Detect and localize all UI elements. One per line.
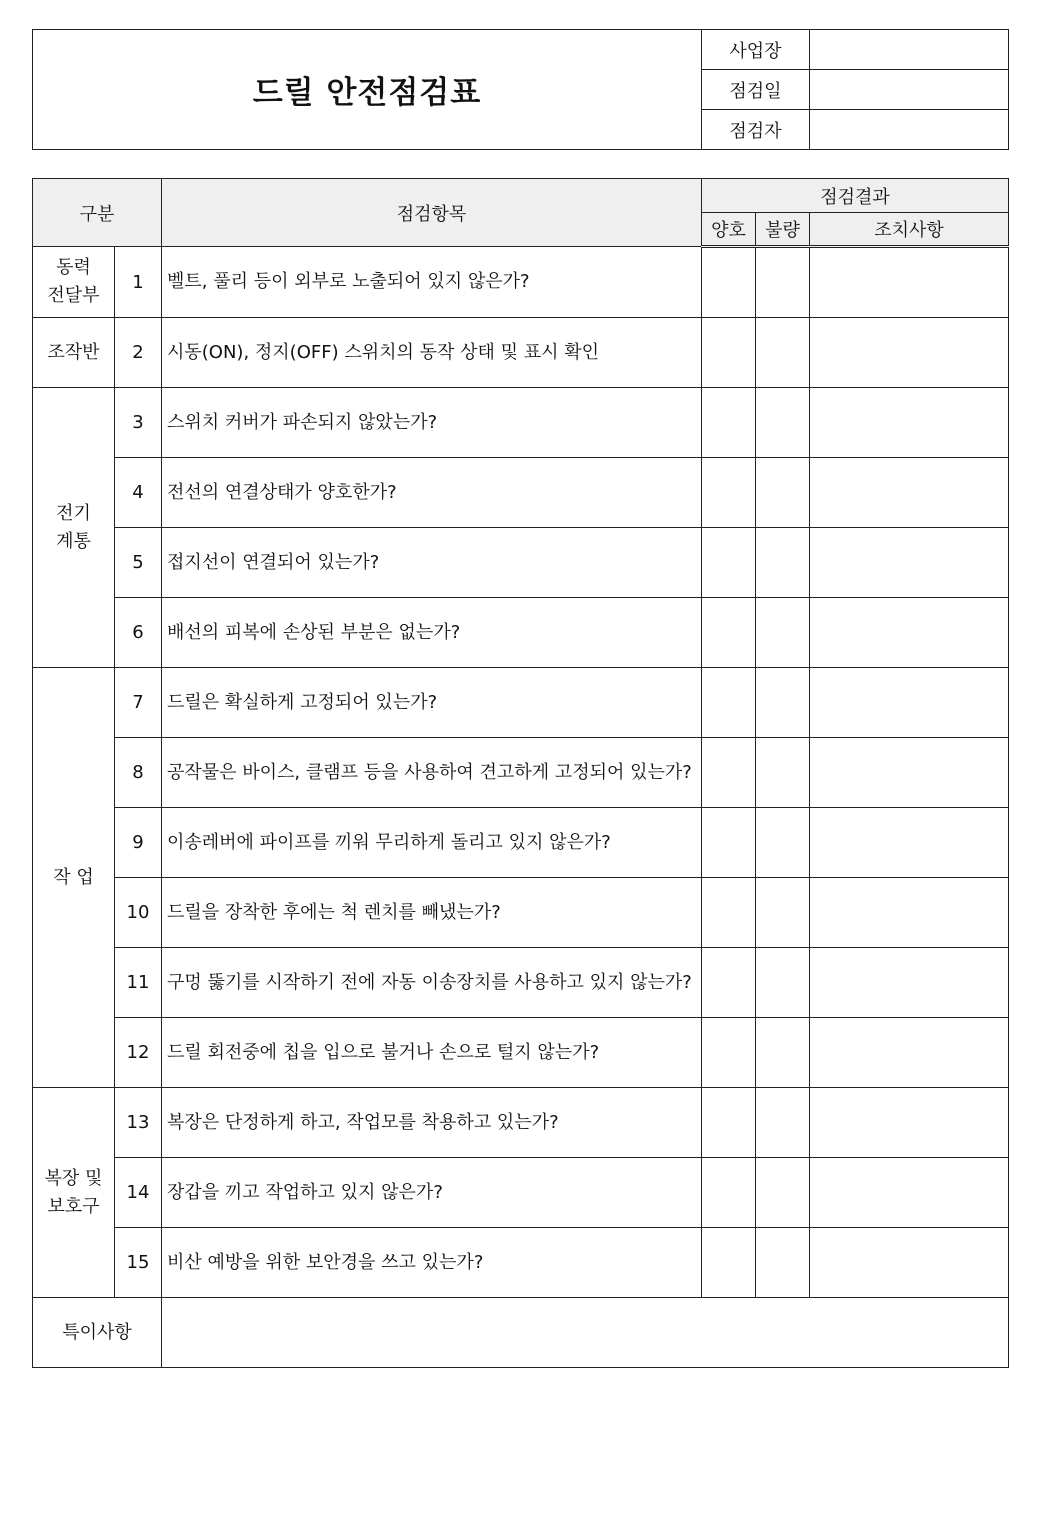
action-cell[interactable] bbox=[810, 878, 1009, 948]
table-row bbox=[33, 668, 1009, 738]
good-check-cell[interactable] bbox=[702, 318, 756, 388]
item-number: 5 bbox=[115, 528, 162, 598]
item-text: 비산 예방을 위한 보안경을 쓰고 있는가? bbox=[162, 1228, 702, 1298]
field-workplace[interactable] bbox=[810, 30, 1009, 70]
table-row bbox=[33, 948, 1009, 1018]
table-row bbox=[33, 1088, 1009, 1158]
good-check-cell[interactable] bbox=[702, 738, 756, 808]
item-text: 이송레버에 파이프를 끼워 무리하게 돌리고 있지 않은가? bbox=[162, 808, 702, 878]
good-check-cell[interactable] bbox=[702, 1228, 756, 1298]
table-row bbox=[33, 528, 1009, 598]
good-check-cell[interactable] bbox=[702, 1158, 756, 1228]
col-category-header: 구분 bbox=[33, 179, 162, 247]
action-cell[interactable] bbox=[810, 668, 1009, 738]
bad-check-cell[interactable] bbox=[756, 808, 810, 878]
good-check-cell[interactable] bbox=[702, 247, 756, 318]
bad-check-cell[interactable] bbox=[756, 1018, 810, 1088]
table-row bbox=[33, 878, 1009, 948]
item-number: 8 bbox=[115, 738, 162, 808]
table-row bbox=[33, 388, 1009, 458]
category-control: 조작반 bbox=[33, 318, 115, 388]
label-inspection-date: 점검일 bbox=[702, 70, 810, 110]
item-text: 전선의 연결상태가 양호한가? bbox=[162, 458, 702, 528]
page-title: 드릴 안전점검표 bbox=[33, 30, 702, 150]
bad-check-cell[interactable] bbox=[756, 458, 810, 528]
good-check-cell[interactable] bbox=[702, 1018, 756, 1088]
table-row bbox=[33, 458, 1009, 528]
item-text: 벨트, 풀리 등이 외부로 노출되어 있지 않은가? bbox=[162, 247, 702, 318]
item-text: 시동(ON), 정지(OFF) 스위치의 동작 상태 및 표시 확인 bbox=[162, 318, 702, 388]
category-work: 작 업 bbox=[33, 668, 115, 1088]
action-cell[interactable] bbox=[810, 1158, 1009, 1228]
field-inspection-date[interactable] bbox=[810, 70, 1009, 110]
item-number: 2 bbox=[115, 318, 162, 388]
bad-check-cell[interactable] bbox=[756, 598, 810, 668]
item-number: 1 bbox=[115, 247, 162, 318]
item-text: 공작물은 바이스, 클램프 등을 사용하여 견고하게 고정되어 있는가? bbox=[162, 738, 702, 808]
action-cell[interactable] bbox=[810, 458, 1009, 528]
item-number: 13 bbox=[115, 1088, 162, 1158]
bad-check-cell[interactable] bbox=[756, 388, 810, 458]
good-check-cell[interactable] bbox=[702, 388, 756, 458]
item-number: 11 bbox=[115, 948, 162, 1018]
header-table bbox=[32, 29, 1009, 150]
good-check-cell[interactable] bbox=[702, 598, 756, 668]
table-row bbox=[33, 247, 1009, 318]
item-number: 4 bbox=[115, 458, 162, 528]
item-text: 구멍 뚫기를 시작하기 전에 자동 이송장치를 사용하고 있지 않는가? bbox=[162, 948, 702, 1018]
action-cell[interactable] bbox=[810, 1018, 1009, 1088]
col-action-header: 조치사항 bbox=[810, 213, 1009, 247]
bad-check-cell[interactable] bbox=[756, 1088, 810, 1158]
item-text: 드릴 회전중에 칩을 입으로 불거나 손으로 털지 않는가? bbox=[162, 1018, 702, 1088]
table-row bbox=[33, 808, 1009, 878]
bad-check-cell[interactable] bbox=[756, 528, 810, 598]
action-cell[interactable] bbox=[810, 247, 1009, 318]
bad-check-cell[interactable] bbox=[756, 1158, 810, 1228]
good-check-cell[interactable] bbox=[702, 668, 756, 738]
action-cell[interactable] bbox=[810, 528, 1009, 598]
item-text: 접지선이 연결되어 있는가? bbox=[162, 528, 702, 598]
checklist-table bbox=[32, 178, 1009, 1368]
action-cell[interactable] bbox=[810, 318, 1009, 388]
notes-field[interactable] bbox=[162, 1298, 1009, 1368]
action-cell[interactable] bbox=[810, 808, 1009, 878]
table-row bbox=[33, 318, 1009, 388]
bad-check-cell[interactable] bbox=[756, 738, 810, 808]
item-text: 장갑을 끼고 작업하고 있지 않은가? bbox=[162, 1158, 702, 1228]
category-gear: 복장 및 보호구 bbox=[33, 1088, 115, 1298]
action-cell[interactable] bbox=[810, 598, 1009, 668]
item-number: 6 bbox=[115, 598, 162, 668]
table-row bbox=[33, 1018, 1009, 1088]
item-number: 7 bbox=[115, 668, 162, 738]
item-text: 드릴은 확실하게 고정되어 있는가? bbox=[162, 668, 702, 738]
notes-label: 특이사항 bbox=[33, 1298, 162, 1368]
bad-check-cell[interactable] bbox=[756, 878, 810, 948]
bad-check-cell[interactable] bbox=[756, 318, 810, 388]
item-number: 14 bbox=[115, 1158, 162, 1228]
bad-check-cell[interactable] bbox=[756, 668, 810, 738]
category-electric: 전기 계통 bbox=[33, 388, 115, 668]
action-cell[interactable] bbox=[810, 1228, 1009, 1298]
col-bad-header: 불량 bbox=[756, 213, 810, 247]
item-number: 12 bbox=[115, 1018, 162, 1088]
item-number: 10 bbox=[115, 878, 162, 948]
good-check-cell[interactable] bbox=[702, 458, 756, 528]
category-power: 동력 전달부 bbox=[33, 247, 115, 318]
item-number: 15 bbox=[115, 1228, 162, 1298]
item-number: 9 bbox=[115, 808, 162, 878]
table-row bbox=[33, 1228, 1009, 1298]
table-row bbox=[33, 738, 1009, 808]
label-inspector: 점검자 bbox=[702, 110, 810, 150]
item-text: 드릴을 장착한 후에는 척 렌치를 빼냈는가? bbox=[162, 878, 702, 948]
action-cell[interactable] bbox=[810, 388, 1009, 458]
action-cell[interactable] bbox=[810, 948, 1009, 1018]
action-cell[interactable] bbox=[810, 738, 1009, 808]
col-result-header: 점검결과 bbox=[702, 179, 1009, 213]
bad-check-cell[interactable] bbox=[756, 948, 810, 1018]
good-check-cell[interactable] bbox=[702, 1088, 756, 1158]
label-workplace: 사업장 bbox=[702, 30, 810, 70]
field-inspector[interactable] bbox=[810, 110, 1009, 150]
good-check-cell[interactable] bbox=[702, 808, 756, 878]
table-row bbox=[33, 598, 1009, 668]
item-text: 복장은 단정하게 하고, 작업모를 착용하고 있는가? bbox=[162, 1088, 702, 1158]
bad-check-cell[interactable] bbox=[756, 247, 810, 318]
col-item-header: 점검항목 bbox=[162, 179, 702, 247]
notes-row bbox=[33, 1298, 1009, 1368]
item-text: 스위치 커버가 파손되지 않았는가? bbox=[162, 388, 702, 458]
good-check-cell[interactable] bbox=[702, 878, 756, 948]
good-check-cell[interactable] bbox=[702, 948, 756, 1018]
table-row bbox=[33, 1158, 1009, 1228]
item-text: 배선의 피복에 손상된 부분은 없는가? bbox=[162, 598, 702, 668]
action-cell[interactable] bbox=[810, 1088, 1009, 1158]
good-check-cell[interactable] bbox=[702, 528, 756, 598]
bad-check-cell[interactable] bbox=[756, 1228, 810, 1298]
item-number: 3 bbox=[115, 388, 162, 458]
col-good-header: 양호 bbox=[702, 213, 756, 247]
